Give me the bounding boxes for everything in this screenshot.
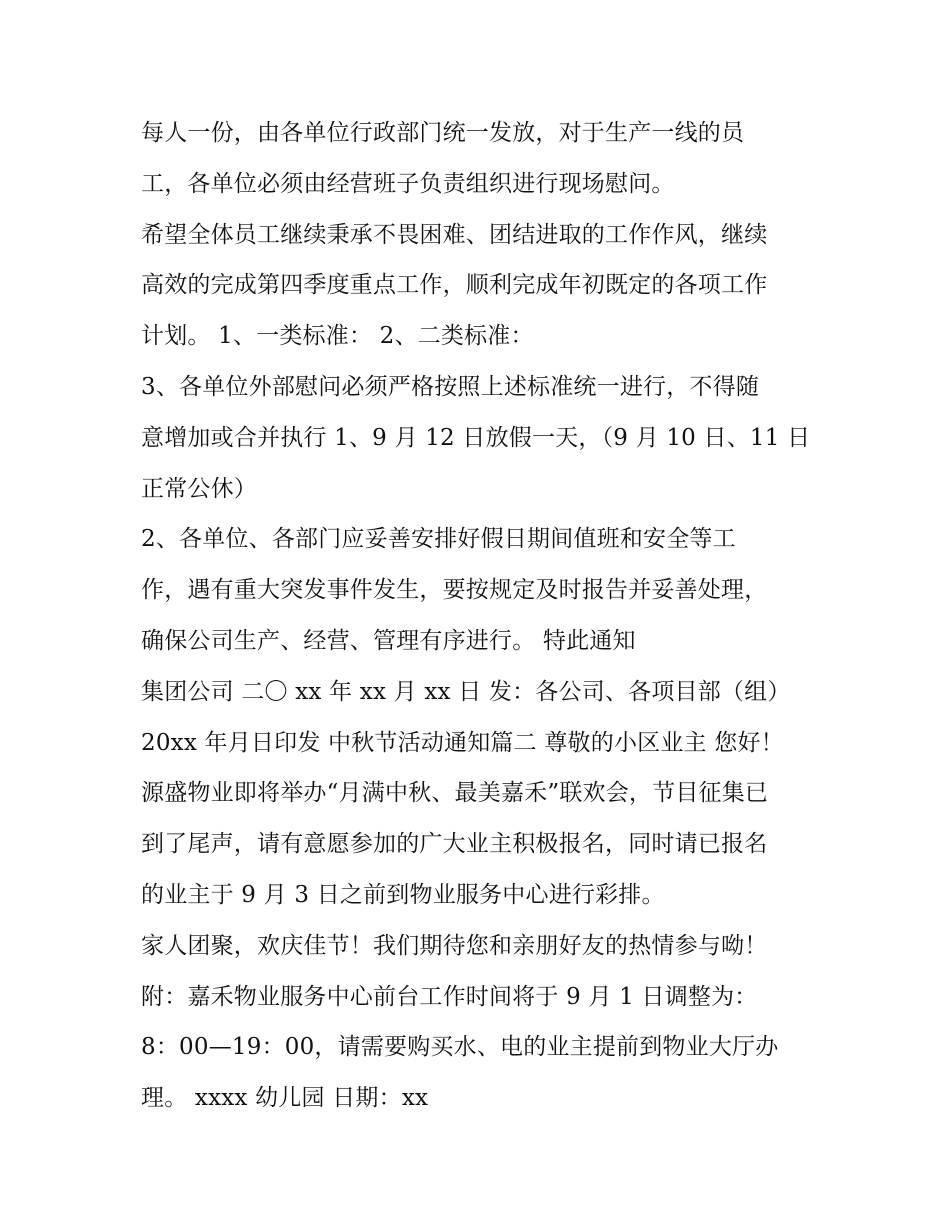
text-line: 正常公休） <box>141 475 257 502</box>
text-line: 20xx 年月日印发 中秋节活动通知篇二 尊敬的小区业主 您好！ <box>141 729 784 756</box>
text-line: 集团公司 二〇 xx 年 xx 月 xx 日 发：各公司、各项目部（组） <box>141 678 791 705</box>
text-line: 每人一份，由各单位行政部门统一发放，对于生产一线的员 <box>141 120 745 146</box>
text-line: 计划。 1、一类标准： 2、二类标准： <box>141 323 534 350</box>
text-line: 希望全体员工继续秉承不畏困难、团结进取的工作作风，继续 <box>141 221 768 248</box>
text-line: 确保公司生产、经营、管理有序进行。 特此通知 <box>141 627 636 654</box>
text-line: 意增加或合并执行 1、9 月 12 日放假一天，（9 月 10 日、11 日 <box>141 424 811 451</box>
text-line: 源盛物业即将举办“月满中秋、最美嘉禾”联欢会，节目征集已 <box>141 780 769 807</box>
text-line: 8：00—19：00，请需要购买水、电的业主提前到物业大厅办 <box>141 1034 779 1061</box>
body-text <box>141 108 821 1124</box>
text-line: 理。 xxxx 幼儿园 日期：xx <box>141 1085 429 1112</box>
text-line: 高效的完成第四季度重点工作，顺利完成年初既定的各项工作 <box>141 272 768 299</box>
text-line: 2、各单位、各部门应妥善安排好假日期间值班和安全等工 <box>141 526 736 553</box>
text-line: 工，各单位必须由经营班子负责组织进行现场慰问。 <box>141 170 675 197</box>
text-line: 附：嘉禾物业服务中心前台工作时间将于 9 月 1 日调整为： <box>141 983 758 1010</box>
text-line: 的业主于 9 月 3 日之前到物业服务中心进行彩排。 <box>141 881 665 908</box>
text-line: 3、各单位外部慰问必须严格按照上述标准统一进行，不得随 <box>141 373 760 400</box>
text-line: 家人团聚，欢庆佳节！我们期待您和亲朋好友的热情参与呦！ <box>141 932 768 959</box>
text-line: 作，遇有重大突发事件发生，要按规定及时报告并妥善处理， <box>141 577 768 604</box>
text-line: 到了尾声，请有意愿参加的广大业主积极报名，同时请已报名 <box>141 831 768 858</box>
